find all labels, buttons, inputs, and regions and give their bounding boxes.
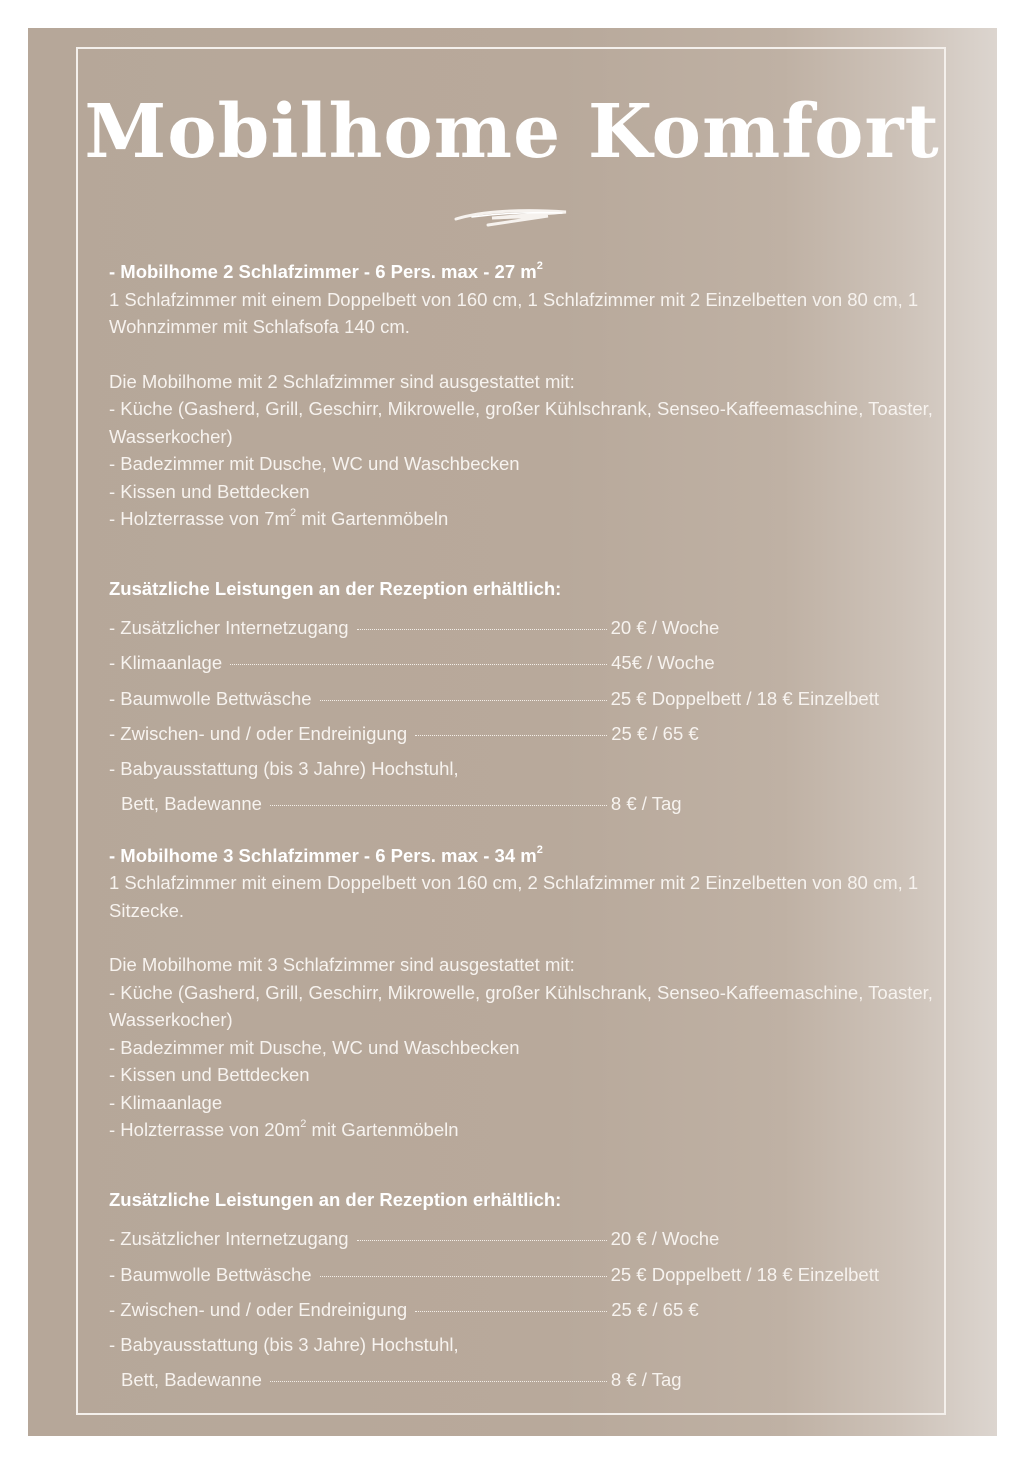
list-item: - Küche (Gasherd, Grill, Geschirr, Mikrowelle, großer Kühlschrank, Senseo-Kaffeemaschine, Toaster, Wasserkocher) xyxy=(109,981,933,1031)
page-title: Mobilhome Komfort xyxy=(84,89,940,175)
services-heading: Zusätzliche Leistungen an der Rezeption erhältlich: xyxy=(109,1188,562,1210)
services-price-list xyxy=(109,610,939,822)
price-row: - Zwischen- und / oder Endreinigung 25 € / 65 € xyxy=(109,1298,699,1320)
section-description: 1 Schlafzimmer mit einem Doppelbett von 160 cm, 2 Schlafzimmer mit 2 Einzelbetten von 80 cm, 1 Sitzecke. xyxy=(109,872,919,921)
section-heading-3-bedrooms: - Mobilhome 3 Schlafzimmer - 6 Pers. max - 34 $m^2$ xyxy=(109,843,543,866)
price-row: - Zwischen- und / oder Endreinigung 25 € / 65 € xyxy=(109,722,699,744)
services-price-list xyxy=(109,1221,939,1397)
list-item: - Holzterrasse von $7m^2$ mit Gartenmöbeln xyxy=(109,506,449,529)
list-item: - Holzterrasse von $20m^2$ mit Gartenmöbeln xyxy=(109,1118,459,1141)
list-item: - Badezimmer mit Dusche, WC und Waschbecken xyxy=(109,1036,520,1058)
price-row: - Klimaanlage 45€ / Woche xyxy=(109,652,715,674)
price-row: - Babyausstattung (bis 3 Jahre) Hochstuhl, xyxy=(109,758,459,780)
content xyxy=(109,258,939,1398)
section-heading-2-bedrooms: - Mobilhome 2 Schlafzimmer - 6 Pers. max - 27 $m^2$ xyxy=(109,259,543,282)
price-row: - Zusätzlicher Internetzugang 20 € / Woche xyxy=(109,1228,720,1250)
list-item: - Kissen und Bettdecken xyxy=(109,1064,310,1086)
list-item: - Badezimmer mit Dusche, WC und Waschbecken xyxy=(109,453,520,474)
list-item: - Küche (Gasherd, Grill, Geschirr, Mikrowelle, großer Kühlschrank, Senseo-Kaffeemaschine, Toaster, Wasserkocher) xyxy=(109,398,933,447)
equipment-list xyxy=(109,395,939,533)
price-row: - Zusätzlicher Internetzugang 20 € / Woche xyxy=(109,617,720,638)
services-heading: Zusätzliche Leistungen an der Rezeption erhältlich: xyxy=(109,577,562,599)
price-row: - Baumwolle Bettwäsche 25 € Doppelbett / 18 € Einzelbett xyxy=(109,1263,880,1285)
list-item: - Kissen und Bettdecken xyxy=(109,480,310,502)
equipment-list xyxy=(109,979,939,1144)
section-description: 1 Schlafzimmer mit einem Doppelbett von 160 cm, 1 Schlafzimmer mit 2 Einzelbetten von 80 cm, 1 Wohnzimmer mit Schlafsofa 140 cm. xyxy=(109,288,919,337)
price-row: - Babyausstattung (bis 3 Jahre) Hochstuhl, xyxy=(109,1334,459,1356)
equipment-intro: Die Mobilhome mit 3 Schlafzimmer sind ausgestattet mit: xyxy=(109,954,575,976)
equipment-intro: Die Mobilhome mit 2 Schlafzimmer sind ausgestattet mit: xyxy=(109,370,575,392)
list-item: - Klimaanlage xyxy=(109,1091,223,1113)
price-row: Bett, Badewanne 8 € / Tag xyxy=(121,793,682,815)
price-row: Bett, Badewanne 8 € / Tag xyxy=(121,1369,682,1391)
price-row: - Baumwolle Bettwäsche 25 € Doppelbett / 18 € Einzelbett xyxy=(109,687,880,709)
brush-flourish-icon xyxy=(452,205,570,229)
